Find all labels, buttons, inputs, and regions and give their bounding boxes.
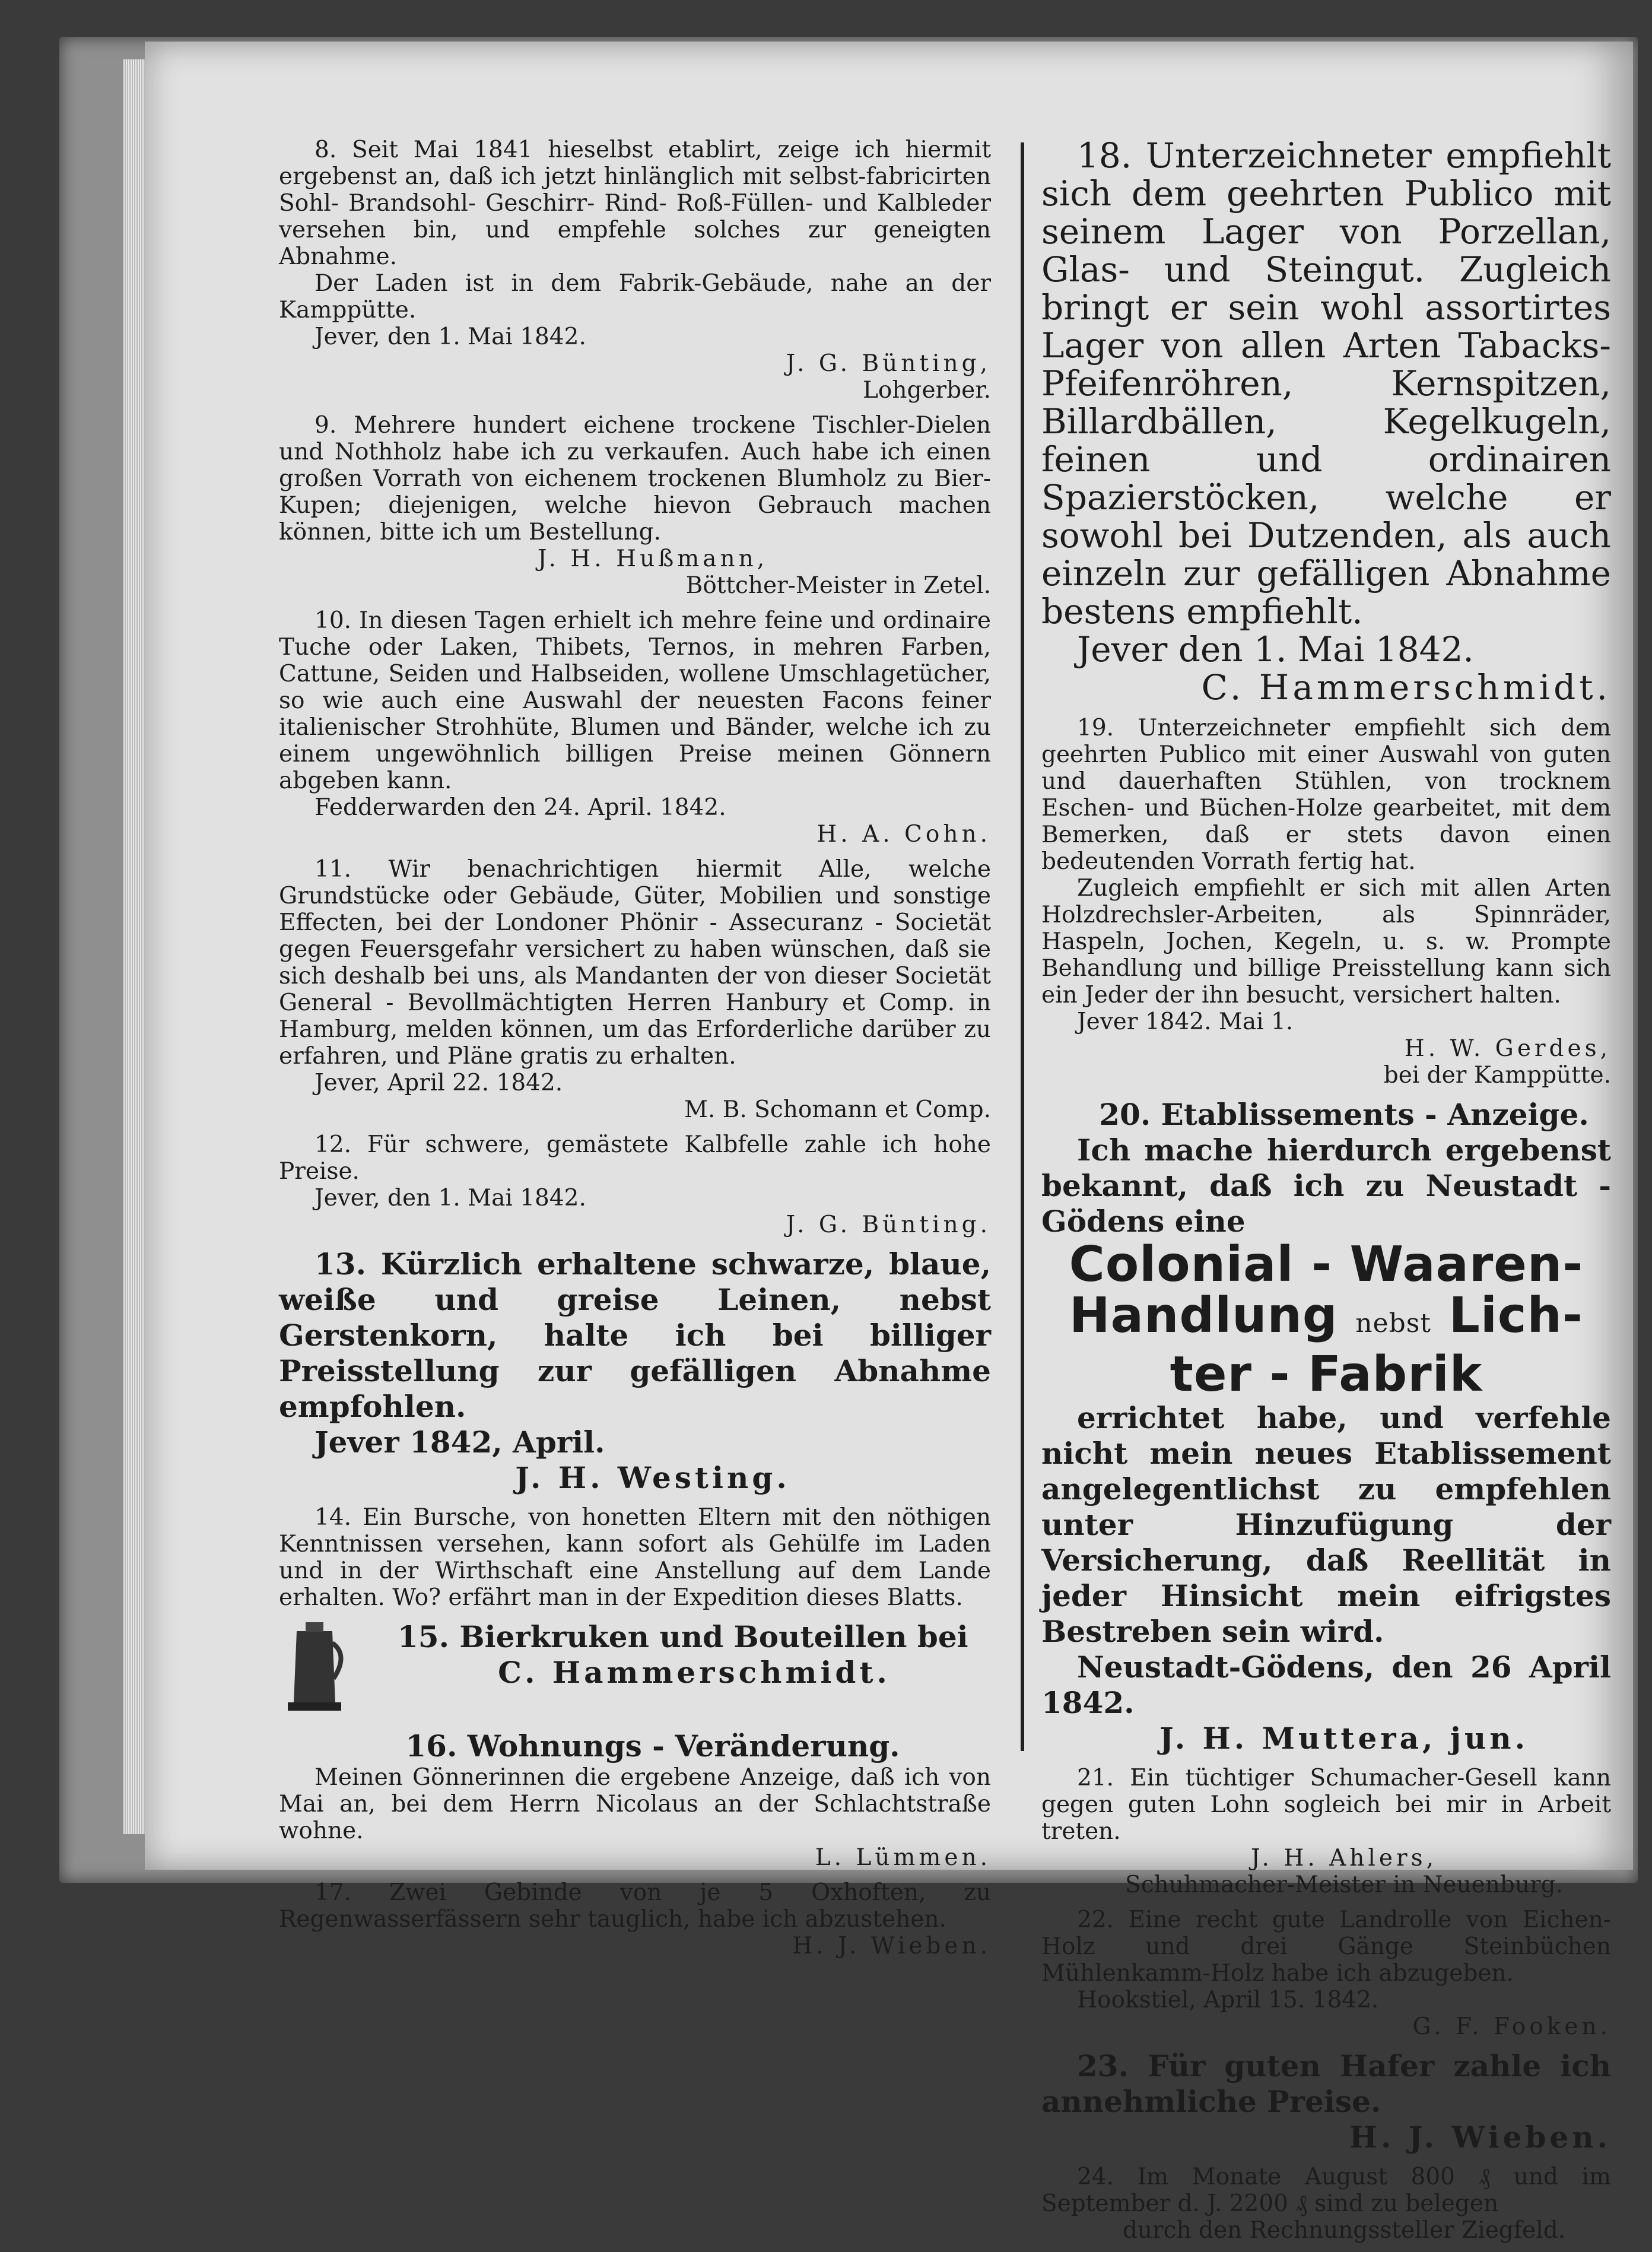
display-heading — [1041, 1236, 1611, 1403]
ad-signature: C. Hammerschmidt. — [1201, 667, 1611, 708]
display-word: Lich- — [1448, 1287, 1583, 1344]
ad-text: 23. Für guten Hafer zahle ich annehmliche Preise. — [1041, 2048, 1611, 2119]
ad-signature: H. J. Wieben. — [792, 1933, 991, 1959]
ad-date: Jever 1842. Mai 1. — [1077, 1008, 1294, 1035]
ad-date: Neustadt-Gödens, den 26 April 1842. — [1041, 1650, 1611, 1720]
ad-signature: L. Lümmen. — [815, 1844, 991, 1871]
ad-14 — [279, 1504, 991, 1611]
ad-signature: C. Hammerschmidt. — [498, 1655, 891, 1690]
ad-22 — [1041, 1907, 1611, 2040]
ad-signature: J. H. Westing. — [515, 1460, 790, 1495]
ad-signature: durch den Rechnungssteller Ziegfeld. — [1122, 2217, 1566, 2244]
ad-date: Jever 1842, April. — [314, 1425, 605, 1460]
beer-mug-icon — [279, 1619, 350, 1720]
ad-21 — [1041, 1765, 1611, 1898]
ad-date: Jever, den 1. Mai 1842. — [314, 323, 586, 350]
ad-text: errichtet habe, und verfehle nicht mein neues Etablissement angelegentlichst zu empfehlen unter Hinzufügung der Versicherung, daß Reellität in jeder Hinsicht mein eifrigstes Bestreben sein wird. — [1041, 1400, 1611, 1649]
ad-12 — [279, 1131, 991, 1238]
ad-signature: J. G. Bünting, — [786, 350, 991, 377]
ad-19 — [1041, 715, 1611, 1089]
ad-16 — [279, 1728, 991, 1871]
ad-text: 11. Wir benachrichtigen hiermit Alle, welche Grundstücke oder Gebäude, Güter, Mobilien und sonstige Effecten, bei der Londoner Phönir - Assecuranz - Societät gegen Feuersgefahr versichert zu haben wünschen, daß sie sich deshalb bei uns, als Mandanten der von dieser Societät General - Bevollmächtigten Herren Hanbury et Comp. in Hamburg, melden können, um das Erforderliche darüber zu erfahren, und Pläne gratis zu erhalten. — [279, 856, 991, 1070]
ad-signature: H. A. Cohn. — [817, 821, 991, 848]
display-line: Colonial - Waaren- — [1069, 1236, 1584, 1293]
ad-date: Hookstiel, April 15. 1842. — [1077, 1987, 1379, 2013]
ad-text: 17. Zwei Gebinde von je 5 Oxhoften, zu Regenwasserfässern sehr tauglich, habe ich abzustehen. — [279, 1879, 991, 1933]
ad-23 — [1041, 2048, 1611, 2155]
ad-signature: J. H. Muttera, jun. — [1159, 1721, 1529, 1756]
ad-17 — [279, 1879, 991, 1959]
ad-date: Jever, den 1. Mai 1842. — [314, 1185, 586, 1211]
ad-signature: J. H. Ahlers, — [1250, 1845, 1438, 1872]
ad-text: Zugleich empfiehlt er sich mit allen Arten Holzdrechsler-Arbeiten, als Spinnräder, Haspeln, Jochen, Kegeln, u. s. w. Prompte Behandlung und billige Preisstellung kann sich ein Jeder der ihn besucht, versichert halten. — [1041, 875, 1611, 1008]
ad-11 — [279, 856, 991, 1123]
ad-signature: H. J. Wieben. — [1349, 2120, 1611, 2155]
right-column — [1041, 137, 1611, 2252]
display-word: nebst — [1355, 1308, 1431, 1338]
ad-date: Jever den 1. Mai 1842. — [1077, 629, 1474, 670]
page-edges — [123, 59, 145, 1834]
ad-signature: J. H. Hußmann, — [537, 545, 768, 572]
ad-text: 10. In diesen Tagen erhielt ich mehre feine und ordinaire Tuche oder Laken, Thibets, Ternos, in mehren Farben, Cattune, Seiden und Halbseiden, wollene Umschlagetücher, so wie auch eine Auswahl der neuesten Facons feiner italienischer Strohhüte, Blumen und Bänder, welche ich zu einem ungewöhnlich billigen Preise meinen Gönnern abgeben kann. — [279, 607, 991, 794]
display-word: Handlung — [1069, 1287, 1338, 1344]
ad-13 — [279, 1246, 991, 1496]
left-column — [279, 137, 991, 1968]
display-line: ter - Fabrik — [1170, 1346, 1483, 1403]
ad-text: 18. Unterzeichneter empfiehlt sich dem geehrten Publico mit seinem Lager von Porzellan, Glas- und Steingut. Zugleich bringt er sein wohl assortirtes Lager von allen Arten Tabacks-Pfeifenröhren, Kernspitzen, Billardbällen, Kegelkugeln, feinen und ordinairen Spazierstöcken, welche er sowohl bei Dutzenden, als auch einzeln zur gefälligen Abnahme bestens empfiehlt. — [1041, 135, 1611, 632]
ad-intro: Ich mache hierdurch ergebenst bekannt, daß ich zu Neustadt - Gödens eine — [1041, 1133, 1611, 1239]
ad-role: Schuhmacher-Meister in Neuenburg. — [1125, 1872, 1563, 1898]
ad-text: 9. Mehrere hundert eichene trockene Tischler-Dielen und Nothholz habe ich zu verkaufen. Auch habe ich einen großen Vorrath von eichenem trockenen Blumholz zu Bier-Kupen; diejenigen, welche hievon Gebrauch machen können, bitte ich um Bestellung. — [279, 412, 991, 545]
ad-text: 21. Ein tüchtiger Schumacher-Gesell kann gegen guten Lohn sogleich bei mir in Arbeit treten. — [1041, 1765, 1611, 1845]
ad-date: Jever, April 22. 1842. — [314, 1070, 563, 1096]
ad-role: Böttcher-Meister in Zetel. — [685, 572, 991, 599]
ad-signature: J. G. Bünting. — [786, 1211, 991, 1238]
ad-text: 19. Unterzeichneter empfiehlt sich dem geehrten Publico mit einer Auswahl von guten und dauerhaften Stühlen, von trocknem Eschen- und Büchen-Holze gearbeitet, mit dem Bemerken, daß er stets davon einen bedeutenden Vorrath fertig hat. — [1041, 715, 1611, 875]
ad-text: 12. Für schwere, gemästete Kalbfelle zahle ich hohe Preise. — [279, 1131, 991, 1185]
ad-text: 24. Im Monate August 800 ₰ und im September d. J. 2200 ₰ sind zu belegen — [1041, 2164, 1611, 2217]
ad-18 — [1041, 137, 1611, 706]
ad-role: bei der Kamppütte. — [1383, 1062, 1611, 1089]
ad-15 — [279, 1619, 991, 1720]
ad-24 — [1041, 2164, 1611, 2244]
ad-10 — [279, 607, 991, 848]
ad-role: Lohgerber. — [863, 377, 991, 404]
ad-signature: H. W. Gerdes, — [1404, 1035, 1611, 1062]
ad-8 — [279, 137, 991, 404]
display-line — [1041, 1287, 1611, 1349]
ad-signature: M. B. Schomann et Comp. — [684, 1096, 991, 1123]
ad-20 — [1041, 1097, 1611, 1756]
ad-text: 8. Seit Mai 1841 hieselbst etablirt, zeige ich hiermit ergebenst an, daß ich jetzt hinlänglich mit selbst-fabricirten Sohl- Brandsohl- Geschirr- Rind- Roß-Füllen- und Kalbleder versehen bin, und empfehle solches zur geneigten Abnahme. — [279, 137, 991, 270]
ad-text: Der Laden ist in dem Fabrik-Gebäude, nahe an der Kamppütte. — [279, 270, 991, 323]
ad-title: 20. Etablissements - Anzeige. — [1099, 1097, 1589, 1132]
ad-text: 22. Eine recht gute Landrolle von Eichen-Holz und drei Gänge Steinbüchen Mühlenkamm-Holz habe ich abzugeben. — [1041, 1907, 1611, 1987]
column-divider — [1021, 142, 1024, 1751]
ad-date: Fedderwarden den 24. April. 1842. — [314, 794, 726, 821]
ad-signature: G. F. Fooken. — [1412, 2013, 1611, 2040]
ad-9 — [279, 412, 991, 599]
ad-text: Meinen Gönnerinnen die ergebene Anzeige, daß ich von Mai an, bei dem Herrn Nicolaus an der Schlachtstraße wohne. — [279, 1764, 991, 1844]
ad-text: 15. Bierkruken und Bouteillen bei — [398, 1619, 968, 1654]
ad-text: 13. Kürzlich erhaltene schwarze, blaue, weiße und greise Leinen, nebst Gerstenkorn, halte ich bei billiger Preisstellung zur gefälligen Abnahme empfohlen. — [279, 1246, 991, 1424]
ad-title: 16. Wohnungs - Veränderung. — [405, 1728, 900, 1763]
ad-text: 14. Ein Bursche, von honetten Eltern mit den nöthigen Kenntnissen versehen, kann sofort als Gehülfe im Laden und in der Wirthschaft eine Anstellung auf dem Lande erhalten. Wo? erfährt man in der Expedition dieses Blatts. — [279, 1504, 991, 1611]
